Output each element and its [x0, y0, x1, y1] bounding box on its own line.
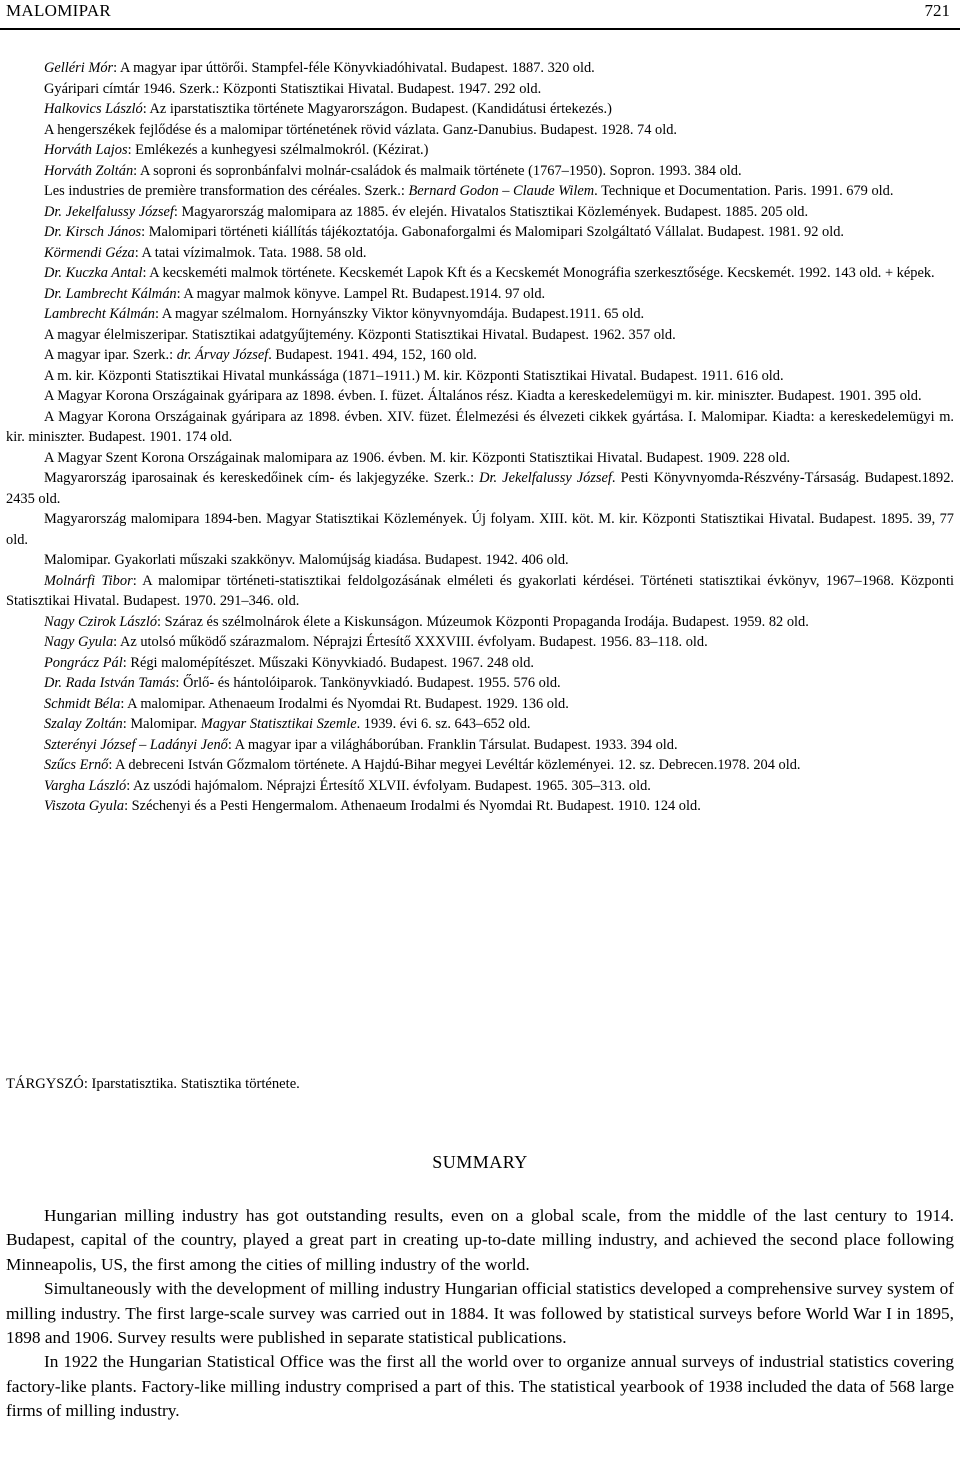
reference-author: Dr. Jekelfalussy József [44, 203, 174, 220]
reference-text: : A malomipar. Athenaeum Irodalmi és Nyomdai Rt. Budapest. 1929. 136 old. [120, 695, 569, 712]
reference-author: Szűcs Ernő [44, 757, 109, 773]
reference-text: : Az utolsó működő szárazmalom. Néprajzi Értesítő XXXVIII. évfolyam. Budapest. 1956. 83–118. old. [113, 634, 708, 650]
reference-text: A Magyar Korona Országainak gyáripara az 1898. évben. XIV. füzet. Élelmezési és élvezeti cikkek gyártása. I. Malomipar. Kiadta: a kereskedelemügyi m. kir. miniszter. Budapest. 1901. 174 old. [6, 408, 954, 445]
reference-text: . Technique et Documentation. Paris. 1991. 679 old. [594, 183, 894, 199]
reference-text: : A magyar ipar a világháborúban. Franklin Társulat. Budapest. 1933. 394 old. [227, 736, 678, 753]
reference-author: Nagy Czirok László [44, 613, 158, 630]
bibliography [6, 58, 954, 817]
reference-entry [6, 550, 954, 571]
running-title: MALOMIPAR [6, 1, 112, 20]
reference-author: Viszota Gyula [44, 798, 125, 814]
page-header [0, 0, 960, 30]
reference-author: Gelléri Mór [44, 60, 114, 76]
reference-entry [6, 161, 954, 182]
reference-text: : Száraz és szélmolnárok élete a Kiskunságon. Múzeumok Központi Propaganda Irodája. Budapest. 1959. 82 old. [157, 613, 809, 630]
reference-text: : Az uszódi hajómalom. Néprajzi Értesítő XLVII. évfolyam. Budapest. 1965. 305–313. old. [126, 777, 651, 794]
reference-author: dr. Árvay József [176, 347, 269, 363]
reference-text: A Magyar Szent Korona Országainak malomipara az 1906. évben. M. kir. Központi Statisztikai Hivatal. Budapest. 1909. 228 old. [44, 449, 791, 466]
subject-keywords: TÁRGYSZÓ: Iparstatisztika. Statisztika története. [6, 1076, 300, 1092]
summary-paragraph: Simultaneously with the development of milling industry Hungarian official statistics developed a comprehensive survey system of milling industry. The first large-scale survey was carried out in 1884. It was followed by statistical surveys before World War I in 1895, 1898 and 1906. Survey results were published in separate statistical publications. [6, 1279, 954, 1348]
reference-text: A Magyar Korona Országainak gyáripara az 1898. évben. I. füzet. Általános rész. Kiadta a kereskedelemügyi m. kir. miniszter. Budapest. 1901. 395 old. [44, 388, 922, 404]
reference-author: Halkovics László [44, 101, 143, 117]
reference-text: : A malomipar történeti-statisztikai feldolgozásának elméleti és gyakorlati kérdései. Történeti statisztikai évkönyv, 1967–1968. Központi Statisztikai Hivatal. Budapest. 1970. 291–346. old. [6, 572, 954, 609]
reference-text: : Az iparstatisztika története Magyarországon. Budapest. (Kandidátusi értekezés.) [142, 101, 612, 117]
reference-text: A hengerszékek fejlődése és a malomipar történetének rövid vázlata. Ganz-Danubius. Budapest. 1928. 74 old. [44, 121, 677, 138]
reference-entry [6, 571, 954, 612]
reference-author: Horváth Zoltán [44, 162, 134, 179]
reference-text: . 1939. évi 6. sz. 643–652 old. [356, 716, 531, 732]
reference-entry [6, 202, 954, 223]
reference-entry [6, 714, 954, 735]
reference-text: Magyarország iparosainak és kereskedőinek cím- és lakjegyzéke. Szerk.: [44, 470, 480, 486]
reference-entry [6, 263, 954, 284]
reference-entry [6, 694, 954, 715]
reference-author: Dr. Kirsch János [44, 224, 142, 240]
reference-text: : Széchenyi és a Pesti Hengermalom. Athenaeum Irodalmi és Nyomdai Rt. Budapest. 1910. 124 old. [124, 798, 701, 814]
reference-text: : Malomipari történeti kiállítás tájékoztatója. Gabonaforgalmi és Malomipari Szolgáltató Vállalat. Budapest. 1981. 92 old. [141, 224, 844, 240]
reference-text: : A magyar ipar úttörői. Stampfel-féle Könyvkiadóhivatal. Budapest. 1887. 320 old. [113, 60, 595, 76]
reference-text: A m. kir. Központi Statisztikai Hivatal munkássága (1871–1911.) M. kir. Központi Statisztikai Hivatal. Budapest. 1911. 616 old. [44, 367, 784, 384]
reference-entry [6, 653, 954, 674]
reference-entry [6, 735, 954, 756]
reference-entry [6, 407, 954, 448]
reference-entry [6, 181, 954, 202]
summary-paragraph: Hungarian milling industry has got outstanding results, even on a global scale, from the middle of the last century to 1914. Budapest, capital of the country, played a great part in creating up-to-date milling industry, and achieved the second place following Minneapolis, US, the first among the cities of milling industry of the world. [6, 1206, 954, 1274]
reference-entry [6, 509, 954, 550]
reference-text: : Magyarország malomipara az 1885. év elején. Hivatalos Statisztikai Közlemények. Budapest. 1885. 205 old. [173, 203, 809, 220]
reference-text: . Budapest. 1941. 494, 152, 160 old. [268, 347, 477, 363]
reference-text: Gyáripari címtár 1946. Szerk.: Központi Statisztikai Hivatal. Budapest. 1947. 292 old. [44, 80, 542, 97]
reference-text: Les industries de première transformation des céréales. Szerk.: [44, 183, 409, 199]
reference-entry [6, 222, 954, 243]
reference-author: Nagy Gyula [44, 634, 114, 650]
reference-entry [6, 58, 954, 79]
reference-text: : A debreceni István Gőzmalom története. A Hajdú-Bihar megyei Levéltár közleményei. 12. sz. Debrecen.1978. 204 old. [108, 757, 801, 773]
reference-author: Lambrecht Kálmán [44, 306, 155, 322]
reference-author: Horváth Lajos [44, 142, 128, 158]
reference-entry [6, 796, 954, 817]
reference-entry [6, 304, 954, 325]
reference-author: Molnárfi Tibor [44, 572, 133, 589]
reference-entry [6, 776, 954, 797]
reference-text: : A soproni és sopronbánfalvi molnár-családok és malmaik története (1767–1950). Sopron. 1993. 384 old. [133, 162, 742, 179]
reference-text: : Malomipar. [122, 716, 201, 732]
reference-text: : A tatai vízimalmok. Tata. 1988. 58 old. [134, 244, 367, 261]
summary-title: SUMMARY [432, 1152, 528, 1172]
reference-entry [6, 632, 954, 653]
reference-text: A magyar élelmiszeripar. Statisztikai adatgyűjtemény. Központi Statisztikai Hivatal. Budapest. 1962. 357 old. [44, 326, 676, 343]
reference-text: : A magyar malmok könyve. Lampel Rt. Budapest.1914. 97 old. [176, 285, 546, 302]
reference-entry [6, 366, 954, 387]
reference-entry [6, 673, 954, 694]
reference-entry [6, 99, 954, 120]
reference-entry [6, 755, 954, 776]
reference-author: Szalay Zoltán [44, 716, 123, 732]
reference-entry [6, 284, 954, 305]
reference-author: Szterényi József – Ladányi Jenő [44, 736, 228, 753]
reference-author: Dr. Rada István Tamás [44, 675, 176, 691]
reference-entry [6, 120, 954, 141]
summary-body [6, 1204, 954, 1424]
reference-text: . Pesti Könyvnyomda-Részvény-Társaság. Budapest.1892. 2435 old. [6, 470, 954, 507]
reference-text: : A kecskeméti malmok története. Kecskemét Lapok Kft és a Kecskemét Monográfia szerkesztősége. Kecskemét. 1992. 143 old. + képek. [142, 265, 935, 281]
reference-author: Vargha László [44, 777, 127, 794]
reference-text: : Emlékezés a kunhegyesi szélmalmokról. (Kézirat.) [127, 142, 429, 158]
reference-author: Bernard Godon – Claude Wilem [408, 183, 595, 199]
reference-entry [6, 79, 954, 100]
reference-text: Magyarország malomipara 1894-ben. Magyar Statisztikai Közlemények. Új folyam. XIII. köt. M. kir. Központi Statisztikai Hivatal. Budapest. 1895. 39, 77 old. [6, 511, 954, 548]
reference-entry [6, 243, 954, 264]
reference-text: Malomipar. Gyakorlati műszaki szakkönyv. Malomújság kiadása. Budapest. 1942. 406 old. [44, 552, 569, 568]
reference-text: : Őrlő- és hántolóiparok. Tankönyvkiadó. Budapest. 1955. 576 old. [175, 675, 561, 691]
reference-text: A magyar ipar. Szerk.: [44, 347, 177, 363]
reference-entry [6, 386, 954, 407]
reference-text: : A magyar szélmalom. Hornyánszky Viktor könyvnyomdája. Budapest.1911. 65 old. [155, 306, 645, 322]
reference-author: Magyar Statisztikai Szemle [200, 716, 357, 732]
reference-entry [6, 468, 954, 509]
reference-author: Dr. Lambrecht Kálmán [44, 285, 177, 302]
reference-author: Körmendi Géza [44, 244, 135, 261]
reference-entry [6, 345, 954, 366]
reference-text: : Régi malomépítészet. Műszaki Könyvkiadó. Budapest. 1967. 248 old. [122, 654, 535, 671]
reference-entry [6, 612, 954, 633]
reference-entry [6, 325, 954, 346]
reference-author: Schmidt Béla [44, 695, 121, 712]
page-number: 721 [924, 1, 950, 20]
reference-entry [6, 140, 954, 161]
reference-author: Dr. Kuczka Antal [44, 265, 143, 281]
reference-author: Pongrácz Pál [44, 654, 123, 671]
reference-entry [6, 448, 954, 469]
summary-paragraph: In 1922 the Hungarian Statistical Office was the first all the world over to organize annual surveys of industrial statistics covering factory-like plants. Factory-like milling industry comprised a part of this. The statistical yearbook of 1938 included the data of 568 large firms of milling industry. [6, 1352, 954, 1421]
reference-author: Dr. Jekelfalussy József [479, 470, 612, 486]
